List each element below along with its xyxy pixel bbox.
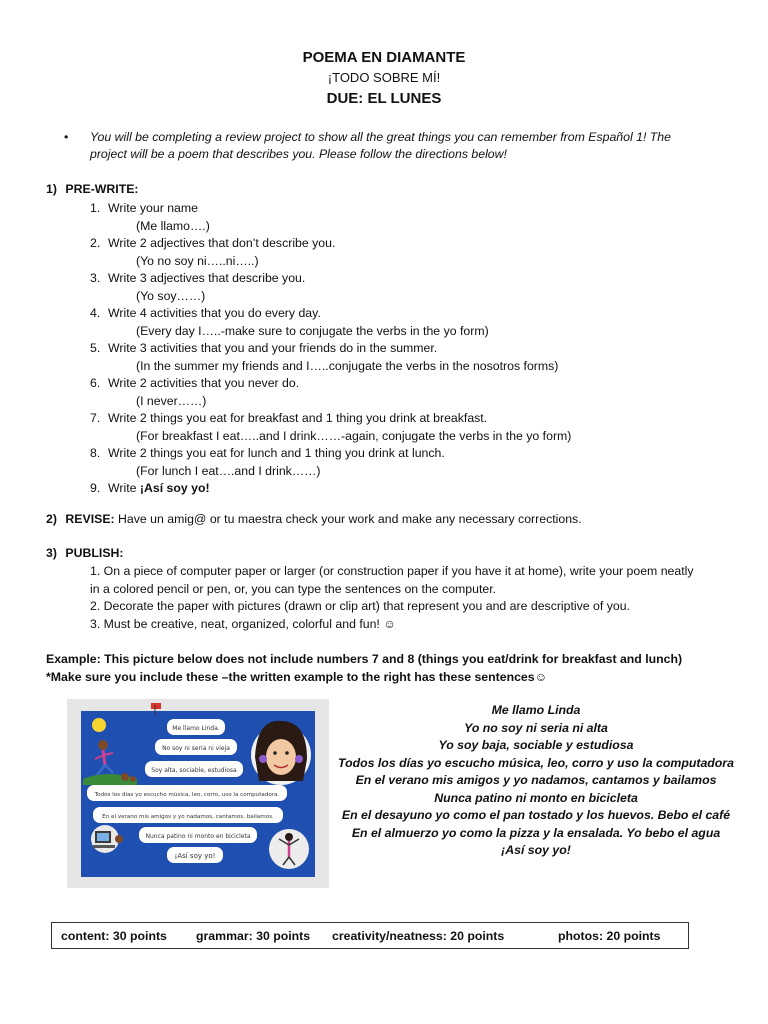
list-item: 1. Write your name [90, 201, 198, 215]
list-item: 1. On a piece of computer paper or larger (or construction paper if you have it at home), write your poem neatly [90, 564, 694, 578]
example-poem [336, 702, 736, 860]
list-item: 5. Write 3 activities that you and your friends do in the summer. [90, 341, 438, 355]
poem-line: En el desayuno yo como el pan tostado y los huevos. Bebo el café [341, 808, 731, 822]
prewrite-list [90, 200, 571, 498]
prewrite-heading: 1) PRE-WRITE: [46, 182, 139, 196]
poem-line: Me llamo Linda [491, 703, 581, 717]
list-item-hint: (Me llamo….) [136, 218, 210, 233]
list-item-hint: (Yo soy……) [136, 288, 206, 303]
publish-heading: 3) PUBLISH: [46, 546, 124, 560]
poem-line: Yo no soy ni seria ni alta [464, 720, 608, 735]
page-subtitle: ¡TODO SOBRE MÍ! [327, 70, 441, 85]
list-item-hint: (Every day I…..-make sure to conjugate the verbs in the yo form) [136, 323, 489, 338]
list-item: 7. Write 2 things you eat for breakfast and 1 thing you drink at breakfast. [90, 411, 488, 425]
list-item-hint: (Yo no soy ni…..ni…..) [136, 253, 259, 268]
intro-line: You will be completing a review project to show all the great things you can remember from Español 1! The [90, 130, 671, 144]
intro-bullet [66, 129, 726, 163]
bullet-icon: • [64, 130, 69, 144]
due-date: DUE: EL LUNES [326, 90, 442, 107]
list-item: 3. Write 3 adjectives that describe you. [90, 271, 306, 285]
poem-line: Yo soy baja, sociable y estudiosa [438, 738, 634, 752]
grading-rubric [51, 922, 689, 949]
poster-text: Todos los días yo escucho música, leo, corro, uso la computadora. [94, 792, 280, 798]
example-note: Example: This picture below does not include numbers 7 and 8 (things you eat/drink for breakfast and lunch) *Make sure you include these –the written example to the right has these sentences☺ [46, 652, 683, 684]
poem-line: ¡Así soy yo! [501, 843, 571, 857]
poster-illustration [67, 699, 329, 888]
list-item: 3. Must be creative, neat, organized, colorful and fun! ☺ [90, 616, 396, 631]
revise-section: 2) REVISE: Have un amig@ or tu maestra check your work and make any necessary corrections. [46, 512, 582, 526]
example-poster-image [67, 699, 329, 888]
page-title: POEMA EN DIAMANTE [302, 49, 466, 66]
poster-text: Me llamo Linda. [172, 725, 220, 732]
list-item: in a colored pencil or pen, or, you can type the sentences on the computer. [90, 581, 497, 596]
publish-list [90, 563, 730, 633]
rubric-creativity: creativity/neatness: 20 points [332, 929, 505, 943]
poster-text: No soy ni seria ni vieja [162, 745, 230, 752]
rubric-photos: photos: 20 points [558, 929, 661, 943]
list-item-hint: (I never……) [136, 393, 207, 408]
dancer-drawing [269, 829, 309, 869]
intro-line: project will be a poem that describes you. Please follow the directions below! [90, 147, 507, 161]
rubric-content: content: 30 points [61, 929, 167, 943]
rubric-grammar: grammar: 30 points [196, 929, 311, 943]
list-item-hint: (In the summer my friends and I…..conjugate the verbs in the nosotros forms) [136, 358, 559, 373]
poster-text: En el verano mis amigos y yo nadamos, cantamos, bailamos. [102, 814, 274, 820]
poster-text: Nunca patino ni monto en bicicleta [145, 833, 251, 840]
list-item: 8. Write 2 things you eat for lunch and 1 thing you drink at lunch. [90, 446, 445, 460]
poster-text: ¡Así soy yo! [174, 852, 216, 860]
list-item-hint: (For lunch I eat….and I drink……) [136, 463, 321, 478]
list-item-hint: (For breakfast I eat…..and I drink……-again, conjugate the verbs in the yo form) [136, 428, 572, 443]
poem-line: Nunca patino ni monto en bicicleta [434, 790, 638, 805]
list-item: 6. Write 2 activities that you never do. [90, 376, 300, 390]
poem-line: En el verano mis amigos y yo nadamos, cantamos y bailamos [355, 773, 717, 787]
list-item: 2. Write 2 adjectives that don’t describe you. [90, 236, 336, 250]
poem-line: En el almuerzo yo como la pizza y la ensalada. Yo bebo el agua [351, 825, 721, 840]
list-item: 9. Write ¡Así soy yo! [90, 481, 210, 495]
sun-icon [92, 718, 106, 732]
poem-line: Todos los días yo escucho música, leo, corro y uso la computadora [338, 755, 734, 770]
poster-text: Soy alta, sociable, estudiosa [151, 767, 237, 774]
list-item: 4. Write 4 activities that you do every day. [90, 306, 321, 320]
list-item: 2. Decorate the paper with pictures (drawn or clip art) that represent you and are descriptive of you. [90, 599, 630, 613]
